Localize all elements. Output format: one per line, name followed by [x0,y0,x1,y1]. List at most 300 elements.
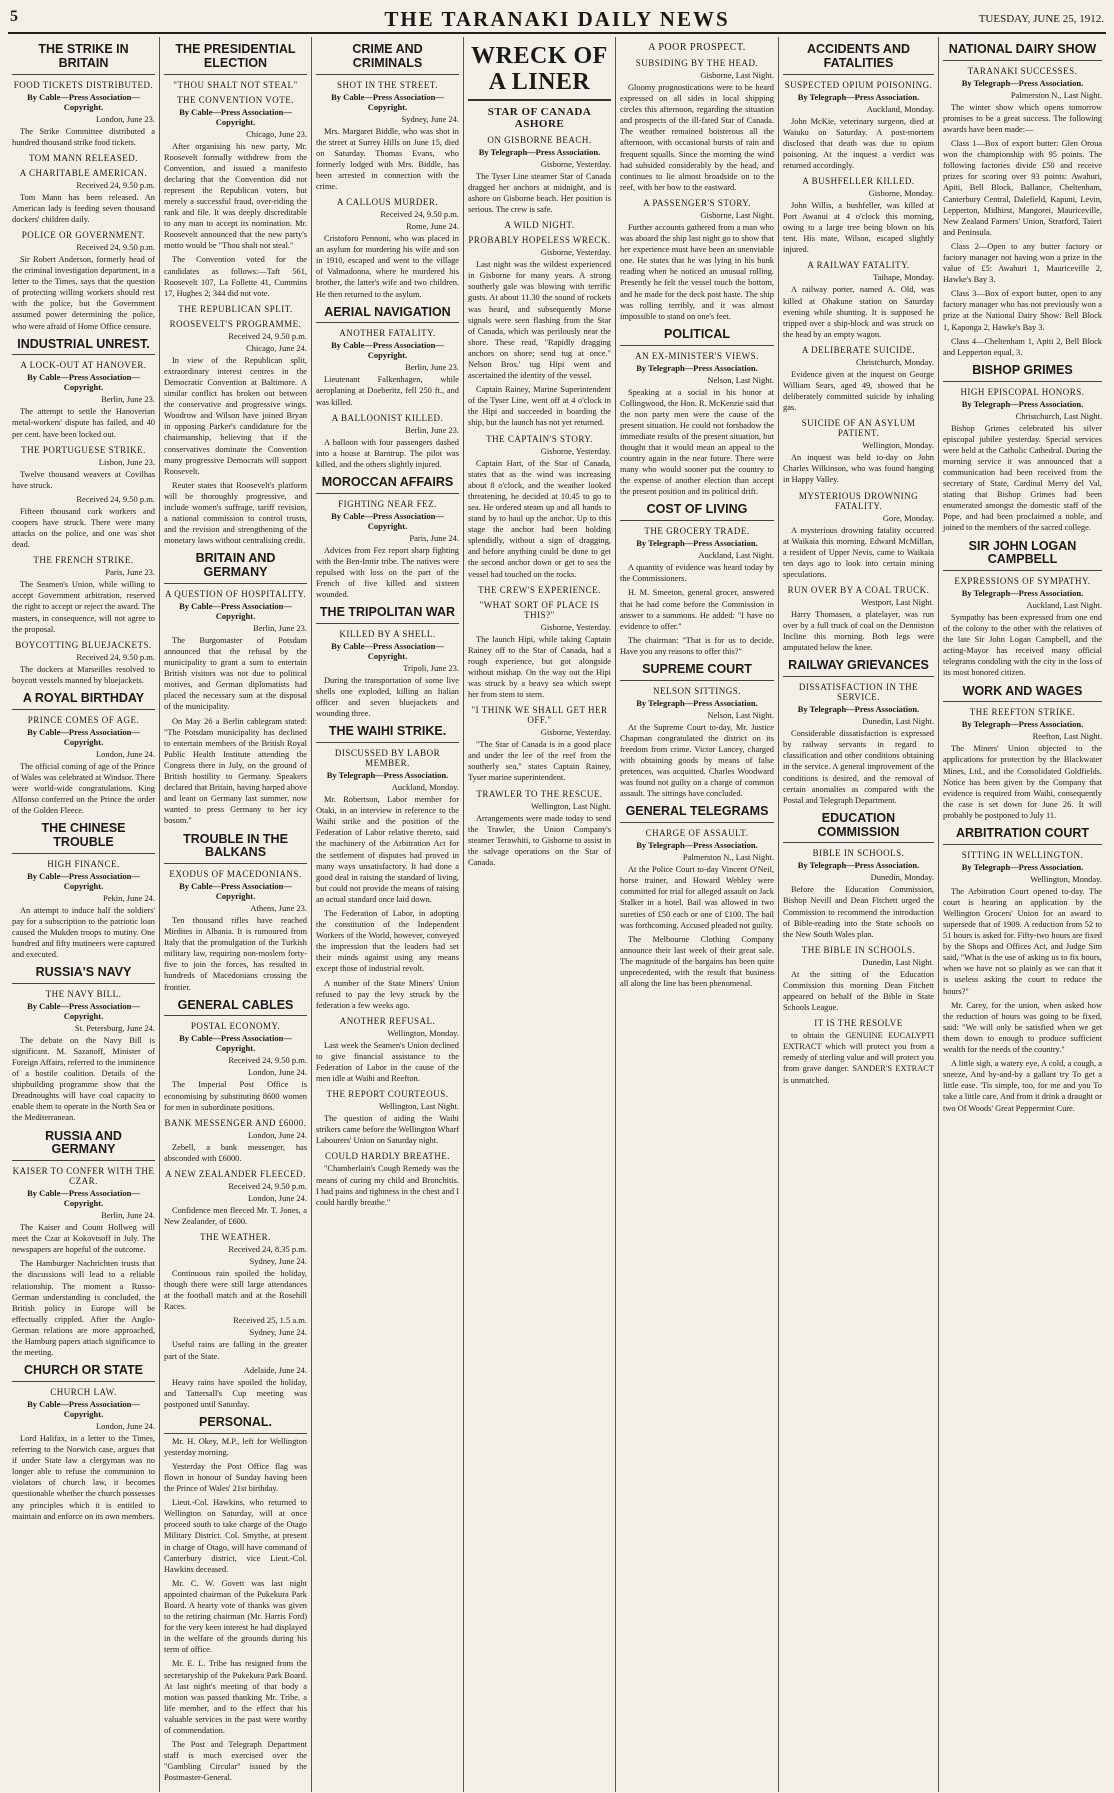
article-headline: GENERAL CABLES [164,999,307,1017]
dateline: Received 24, 9.50 p.m. [228,330,307,341]
dateline: Tripoli, June 23. [403,662,459,673]
article-headline: A POOR PROSPECT. [648,42,746,53]
byline: By Cable—Press Association—Copyright. [179,881,292,901]
subheading: A PASSENGER'S STORY. [643,197,751,208]
byline: By Telegraph—Press Association. [636,362,758,373]
subheading: THE REPORT COURTEOUS. [326,1089,449,1100]
dateline: Auckland, Last Night. [1026,600,1102,610]
paragraph: The Burgomaster of Potsdam announced that the refusal by the municipality to grant a sum to entertain British visitors was not due to political motives, and German diplomatists had placed the necessary sum at the disposal of the municipality. [164,635,307,712]
dateline: Wellington, Monday. [862,440,934,451]
article [783,659,934,805]
subheading: AN EX-MINISTER'S VIEWS. [635,350,759,361]
dateline: Sydney, June 24. [401,113,459,124]
article [316,476,459,600]
subheading: SUICIDE OF AN ASYLUM PATIENT. [801,418,916,439]
paragraph: An inquest was held to-day on John Charles Wilkinson, who was found hanging in Happy Valley. [783,453,934,485]
article [316,725,459,1208]
paragraph: The Seamen's Union, while willing to accept Government arbitration, reserved the right to accept or reject the award. The masters, in consequence, will not agree to the proposal. [12,580,155,634]
paragraph: Ten thousand rifles have reached Mirdites in Albania. It is rumoured from Italy that the promulgation of the Turkish military law, requiring non-moslem forty-five to join the forces, has resulted in hundreds of Macedonians crossing the frontier. [164,916,307,992]
article-headline: MOROCCAN AFFAIRS [316,476,459,494]
dateline: Pekin, June 24. [103,892,155,903]
article [943,685,1102,821]
paragraph: Class 2—Open to any butter factory or factory manager not having won a prize in the value of £5: Awahuri 1, Mauriceville 2, Hawke's Bay 3. [943,241,1102,285]
paragraph: Class 3—Box of export butter, open to any factory manager who has not previously won a prize at the National Dairy Show: Bell Block 1, Kaponga 2, Hawke's Bay 3. [943,289,1102,332]
subheading: THE BIBLE IN SCHOOLS. [801,944,916,955]
dateline: Reefton, Last Night. [1032,731,1102,742]
paragraph: A little sigh, a watery eye, A cold, a cough, a sneeze, And by-and-by a gallant try To get a little ease. 'Tis simple, too, for me and you To take a little care, And from it drink a draught or two Of Woods' Great Peppermint Cure. [943,1059,1102,1113]
paragraph: Arrangements were made today to send the Trawler, the Union Company's steamer Terawhiti, to Gisborne to assist in the salvage operations on the Star of Canada. [468,813,611,867]
dateline: Auckland, Monday. [391,782,459,793]
paragraph: Class 4—Cheltenham 1, Apiti 2, Bell Block and Lepperton equal, 3. [943,336,1102,357]
article [620,328,774,498]
paragraph: Continuous rain spoiled the holiday, though there were still large attendances at the football match and at the Rosehill Races. [164,1269,307,1312]
byline: By Telegraph—Press Association. [961,398,1084,409]
dateline: Gisborne, Monday. [868,187,934,198]
byline: By Cable—Press Association—Copyright. [331,340,444,361]
subheading: THE CONVENTION VOTE. [176,94,295,105]
article-headline: SUPREME COURT [620,663,774,681]
subheading: FOOD TICKETS DISTRIBUTED. [13,79,154,90]
masthead [8,6,1106,34]
paragraph: Lieutenant Falkenhagen, while aeroplaning at Doeberitz, fell 250 ft., and was killed. [316,375,459,407]
paragraph: The official coming of age of the Prince of Wales was celebrated at Windsor. There were world-wide congratulations. King Alfonso conferred on the Prince the order of the Golden Fleece. [12,761,155,815]
article [12,822,155,960]
dateline: Received 25, 1.5 a.m. [233,1315,307,1326]
paragraph: The question of aiding the Waihi strikers came before the Wellington Wharf Labourers' Union on Saturday night. [316,1114,459,1146]
byline: By Cable—Press Association—Copyright. [27,91,140,112]
paragraph: A number of the State Miners' Union refused to pay the levy struck by the federation a few weeks ago. [316,978,459,1010]
subheading: SHOT IN THE STREET. [337,79,438,90]
article [943,827,1102,1114]
article-headline: RUSSIA'S NAVY [12,966,155,984]
paragraph: Fifteen thousand cork workers and coopers have struck. There were many attacks on the police, and one was shot dead. [12,506,155,550]
dateline: Gisborne, Last Night. [700,209,774,220]
byline: By Cable—Press Association—Copyright. [27,870,140,891]
article-headline: WRECK OF A LINER [468,43,611,101]
byline: By Telegraph—Press Association. [797,91,920,102]
subheading: KAISER TO CONFER WITH THE CZAR. [12,1166,155,1187]
article [783,812,934,1086]
dateline: Dunedin, Last Night. [862,716,934,727]
paragraph: The Convention voted for the candidates as follows:—Taft 561, Roosevelt 107, La Follette 41, Cummins 17, Hughes 2; 344 did not vote. [164,255,307,298]
subheading: A DELIBERATE SUICIDE. [801,344,916,355]
paragraph: The Miners' Union objected to the applications for protection by the Blackwater Mines, Ltd., and the Consolidated Goldfields. Notice has been given by the Company that evidence is required from Waihi, consequently the case is set down for June 26. It will probably be postponed to July 11. [943,744,1102,820]
paragraph: Tom Mann has been released. An American lady is feeding seven thousand dockers' children daily. [12,192,155,224]
subheading: BOYCOTTING BLUEJACKETS. [15,639,152,650]
article-headline: THE PRESIDENTIAL ELECTION [164,43,307,75]
subheading: EXPRESSIONS OF SYMPATHY. [954,576,1091,586]
dateline: Rome, June 24. [406,221,459,232]
subheading: TARANAKI SUCCESSES. [967,65,1078,76]
subheading: COULD HARDLY BREATHE. [324,1151,450,1162]
dateline: Athens, June 23. [250,903,307,913]
paragraph: Evidence given at the inquest on George William Sears, aged 49, showed that he deliberately committed suicide by inhaling gas. [783,369,934,413]
dateline: Nelson, Last Night. [707,709,774,720]
article [468,43,611,868]
dateline: Received 24, 9.50 p.m. [76,241,155,252]
article [783,43,934,653]
paragraph: At the sitting of the Education Commission this morning Dean Fitchett appeared on behalf of the Bible in State Schools League. [783,969,934,1013]
subheading: A LOCK-OUT AT HANOVER. [20,360,147,371]
article-headline: THE STRIKE IN BRITAIN [12,43,155,75]
paragraph: The dockers at Marseilles resolved to boycott vessels manned by bluejackets. [12,664,155,685]
article-headline: ARBITRATION COURT [943,827,1102,845]
paragraph: Mrs. Margaret Biddle, who was shot in the street at Surrey Hills on June 15, died on Saturday. Thomas Evans, who formerly lodged with Mrs. Biddle, has been arrested in connection with the crime. [316,126,459,191]
paragraph: The Imperial Post Office is economising by substituting 8600 women for men in subordinate positions. [164,1080,307,1112]
subheading: RUN OVER BY A COAL TRUCK. [787,585,930,596]
article [12,1130,155,1359]
byline: By Telegraph—Press Association. [961,861,1084,872]
article-headline: WORK AND WAGES [943,685,1102,703]
subheading: FIGHTING NEAR FEZ. [338,498,437,509]
article [12,1364,155,1522]
dateline: Gisborne, Yesterday. [540,621,611,632]
dateline: Paris, June 24. [409,532,459,543]
subheading: THE GROCERY TRADE. [644,526,750,537]
paragraph: Sir Robert Anderson, formerly head of the criminal investigation department, in a letter to the Times, says that the question of protecting willing workers should rest with the police, but the Government assumed power determining the police, who were afraid of Home Office censure. [12,254,155,331]
dateline: Received 24, 9.50 p.m. [76,179,155,190]
paragraph: Mr. E. L. Tribe has resigned from the secretaryship of the Pukekura Park Board. At last night's meeting of that body a motion was passed thanking Mr. Tribe, a life member, and to the effect that his valuable services in the past were worthy of commendation. [164,1659,307,1735]
article [12,966,155,1124]
dateline: Dunedin, Last Night. [862,956,934,967]
subheading: ROOSEVELT'S PROGRAMME. [169,318,302,329]
byline: By Telegraph—Press Association. [797,704,920,715]
dateline: Paris, June 23. [105,567,155,578]
subheading: DISSATISFACTION IN THE SERVICE. [798,682,919,703]
paragraph: Mr. Robertson, Labor member for Otaki, in an interview in reference to the Waihi strike and the position of the Federation of Labor relative thereto, said the machinery of the Arbitration Act for the settlement of disputes had proved in many ways unsatisfactory. It had done a good deal in raising the standard of living, but could not provide the means of raising an actual standard once laid down. [316,795,459,904]
subheading: A RAILWAY FATALITY. [807,260,910,271]
column-4 [464,37,616,1792]
paragraph: The Hamburger Nachrichten trusts that the discussions will lead to a reliable relationship. The moment a Russo-German understanding is concluded, the British policy in Europe will be effectually crippled. After the Anglo-German relations are more approached, the Hamburg papers attach significance to the meeting. [12,1259,155,1358]
paragraph: John Willis, a bushfeller, was killed at Port Awanui at 4 o'clock this morning, owing to a large tree being blown on his tent. His mate, Wilson, escaped slightly injured. [783,200,934,255]
column-7 [939,37,1106,1792]
paragraph: The Tyser Line steamer Star of Canada dragged her anchors at midnight, and is ashore on Gisborne beach. Her position is serious. The crew is safe. [468,171,611,215]
subheading: STAR OF CANADA ASHORE [487,105,592,130]
subheading: DISCUSSED BY LABOR MEMBER. [334,748,441,769]
subheading: A WILD NIGHT. [504,220,575,231]
paragraph: Gloomy prognostications were to be heard expressed on all sides in local shipping circles this afternoon, regarding the situation and prospects of the ill-fated Star of Canada. The weather remained boisterous all the afternoon, with occasional bursts of rain and frequent squalls. Since the morning the wind had subsided considerably by the head, and continues to lie almost broadside on to the reef, with her bow to the eastward. [620,83,774,192]
dateline: Wellington, Monday. [387,1027,459,1038]
paragraph: The chairman: "That is for us to decide. Have you any reasons to offer this?" [620,635,774,656]
dateline: Adelaide, June 24. [243,1364,307,1375]
byline: By Cable—Press Association—Copyright. [27,372,140,393]
article-headline: RAILWAY GRIEVANCES [783,659,934,677]
dateline: London, June 24. [95,748,155,759]
byline: By Telegraph—Press Association. [326,770,449,781]
dateline: Wellington, Last Night. [378,1101,459,1112]
paragraph: Zebell, a bank messenger, has absconded with £6000. [164,1142,307,1163]
paragraph: Reuter states that Roosevelt's platform will be thoroughly progressive, and include women's suffrage, tariff revision, a national commission to control trusts, and the revision and strengthening of the monetary laws without centralising credit. [164,480,307,546]
subheading: POSTAL ECONOMY. [190,1021,281,1032]
subheading: NELSON SITTINGS. [653,685,741,696]
paragraph: A mysterious drowning fatality occurred at Waikaia this morning. Edward McMillan, a resident of Upper Nevis, came to Waikaia ten days ago to look into certain mining speculations. [783,525,934,579]
dateline: London, June 24. [247,1129,307,1140]
subheading: THE REEFTON STRIKE. [969,707,1076,718]
dateline: Berlin, June 24. [101,1210,155,1221]
dateline: Gore, Monday. [882,512,934,523]
article-headline: CRIME AND CRIMINALS [316,43,459,75]
subheading: "WHAT SORT OF PLACE IS THIS?" [479,599,600,620]
paragraph: A railway porter, named A. Old, was killed at Ohakune station on Saturday evening while shunting. It is supposed he tripped over a ship-block and was struck on the head by an empty wagon. [783,285,934,339]
paragraph: The Federation of Labor, in adopting the constitution of the Independent Workers of the World, however, conveyed the impression that the leaders had set their minds against using any means except those of industrial revolt. [316,908,459,974]
dateline: Received 24, 9.50 p.m. [76,651,155,662]
dateline: Chicago, June 23. [246,128,307,139]
paragraph: At the Police Court to-day Vincent O'Neil, horse trainer, and Howard Webley were committed for trial for alleged assault on Jack Stalker in a hotel. Bail was allowed in two sureties of £50 each or one of £100. The bail was forthcoming. Accused pleaded not guilty. [620,865,774,930]
article [620,805,774,989]
paragraph: After organising his new party, Mr. Roosevelt formally withdrew from the Convention, and issued a manifesto declaring that the Convention did not represent the Republican voters, but merely a successful fraud, over-riding the rank and file. It was deeply discreditable to any man to accept its nomination. Mr. Roosevelt announced that the new party's motto would be "Thou shalt not steal." [164,141,307,251]
article-headline: CHURCH OR STATE [12,1364,155,1382]
paragraph: "The Star of Canada is in a good place and under the lee of the reef from the southerly sea," states Captain Rainey, Tyser marine superintendent. [468,740,611,783]
paragraph: Mr. Carey, for the union, when asked how the reduction of hours was going to be fixed, said: "We will only be satisfied when we get them down to enough to produce sufficient wealth for the needs of the country." [943,1000,1102,1055]
byline: By Cable—Press Association—Copyright. [179,600,292,621]
paragraph: Speaking at a social in his honor at Collingwood, the Hon. R. McKenzie said that the non party men were the cause of the present situation. He could not forshadow the immediate results of the present situation, but thought that it would mean an appeal to the country again in the near future. There were many who would sooner put the country to the expense of another election than accept the present position and its political drift. [620,387,774,497]
dateline: Sydney, June 24. [249,1256,307,1267]
dateline: Auckland, Monday. [866,103,934,114]
article [316,606,459,719]
dateline: Received 24, 9.50 p.m. [228,1055,307,1066]
dateline: Received 24, 9.50 p.m. [228,1180,307,1191]
article-headline: INDUSTRIAL UNREST. [12,338,155,356]
subheading: HIGH FINANCE. [47,858,120,869]
subheading: ANOTHER REFUSAL. [339,1015,436,1026]
article-headline: POLITICAL [620,328,774,346]
subheading: IT IS THE RESOLVE [814,1018,903,1029]
paragraph: Captain Rainey, Marine Superintendent of the Tyser Line, went off at 4 o'clock in the Hipi and succeeded in boarding the ship, but the launch has not yet returned. [468,385,611,428]
byline: By Cable—Press Association—Copyright. [331,640,444,661]
article-headline: THE WAIHI STRIKE. [316,725,459,743]
subheading: "THOU SHALT NOT STEAL" [173,79,298,90]
dateline: Berlin, June 23. [101,394,155,405]
column-5 [616,37,779,1792]
paper-name: THE TARANAKI DAILY NEWS [384,7,730,31]
subheading: BANK MESSENGER AND £6000. [164,1117,307,1128]
paragraph: The Arbitration Court opened to-day. The court is hearing an application by the Wellington Grocers' Union for an award to supersede that of 1909. A reduction from 52 to 51 hours is asked for. Fifty-two hours are fixed by the Shops and Offices Act, and Judge Sim said, "What is the use of asking us to fix hours, when we have not so plainly as we can that it is useless asking the court to reduce the hours?" [943,886,1102,996]
paragraph: Bishop Grimes celebrated his silver episcopal jubilee yesterday. Special services were held at the Catholic Cathedral. During the morning service it was announced that a communication had been received from the secretary of State, Cardinal Merry del Val, stating that Bishop Grimes had been enumerated amongst the domestic staff of the Pope, and had been proclaimed a noble, and joined to the members of the sacred college. [943,423,1102,533]
paragraph: Considerable dissatisfaction is expressed by railway servants in regard to classification and other conditions obtaining in the service. A general improvement of the conditions is desired, and the removal of certain anomalies as compared with the Postal and Telegraph Department. [783,729,934,805]
dateline: Wellington, Last Night. [530,800,611,811]
subheading: A CHARITABLE AMERICAN. [19,167,148,178]
byline: By Cable—Press Association—Copyright. [27,1398,140,1419]
paragraph: The debate on the Navy Bill is significant. M. Sazanoff, Minister of Foreign Affairs, referred to the imminence of a hostile coalition. Details of the shipbuilding programme show that the Dreadnoughts will have coal capacity to enable them to operate in the North Sea or the Mediterranean. [12,1035,155,1123]
subheading: HIGH EPISCOPAL HONORS. [960,386,1085,397]
dateline: London, June 24. [247,1067,307,1078]
dateline: Christchurch, Monday. [855,356,934,367]
byline: By Cable—Press Association—Copyright. [27,726,140,747]
byline: By Telegraph—Press Association. [961,719,1084,730]
subheading: THE NAVY BILL. [45,988,122,999]
article-headline: THE CHINESE TROUBLE [12,822,155,854]
paragraph: At the Supreme Court to-day, Mr. Justice Chapman congratulated the district on its freedom from crime. Victor Lancey, charged with obtaining goods by means of false pretences, was acquitted. Charles Woodward was found not guilty on a charge of common assault. The sittings have concluded. [620,722,774,799]
article [620,663,774,799]
dateline: Nelson, Last Night. [707,374,774,385]
paragraph: In view of the Republican split, extraordinary interest centres in the Democratic Convention at Baltimore. A similar conflict has broken out between the conservative and progressive wings. Woodrow and Wilson have joined Bryan in opposing Parker's candidature for the chairmanship, believing that if the conservatives dominate the Convention many progressive Democrats will support Roosevelt. [164,355,307,476]
subheading: ANOTHER FATALITY. [339,328,436,339]
article [316,306,459,470]
byline: By Cable—Press Association—Copyright. [27,1000,140,1021]
paragraph: The Kaiser and Count Hollweg will meet the Czar at Kokovtsoff in July. The newspapers are hopeful of the outcome. [12,1223,155,1255]
subheading: A QUESTION OF HOSPITALITY. [164,588,307,599]
byline: By Telegraph—Press Association. [797,860,920,871]
subheading: A CALLOUS MURDER. [336,197,439,208]
paragraph: The Melbourne Clothing Company announce their last week of their great sale. The magnitude of the bargains has been quite unprecedented, with the result that business all along the line has been phenomenal. [620,934,774,989]
article [943,43,1102,358]
paragraph: During the transportation of some live shells one exploded, killing an Italian officer and seven bluejackets and wounding three. [316,675,459,719]
paragraph: Confidence men fleeced Mr. T. Jones, a New Zealander, of £600. [164,1205,307,1226]
dateline: Berlin, June 23. [253,622,307,633]
article [943,540,1102,679]
byline: By Cable—Press Association—Copyright. [179,106,292,127]
paragraph: Mr. C. W. Govett was last night appointed chairman of the Pukekura Park Board. A hearty vote of thanks was given to the retiring chairman (Mr. Harris Ford) for the very keen interest he had displayed in the welfare of the grounds during his term of office. [164,1578,307,1655]
subheading: THE CAPTAIN'S STORY. [486,433,593,444]
dateline: Lisbon, June 23. [98,456,155,467]
article [164,833,307,993]
article-headline: ACCIDENTS AND FATALITIES [783,43,934,75]
subheading: THE REPUBLICAN SPLIT. [178,303,293,314]
paragraph: Mr. H. Okey, M.P., left for Wellington yesterday morning. [164,1436,307,1457]
issue-date: TUESDAY, JUNE 25, 1912. [978,13,1104,25]
dateline: Gisborne, Yesterday. [540,727,611,738]
article-headline: COST OF LIVING [620,503,774,521]
dateline: Palmerston N., Last Night. [1010,89,1102,100]
article-headline: AERIAL NAVIGATION [316,306,459,324]
article [620,42,774,322]
article-headline: EDUCATION COMMISSION [783,812,934,844]
paragraph: "Chamberlain's Cough Remedy was the means of curing my child and Bronchitis. I had pains and tightness in the chest and I could hardly breathe." [316,1164,459,1207]
article [164,43,307,546]
page-number: 5 [10,8,18,25]
dateline: Taihape, Monday. [873,272,934,283]
dateline: Received 24, 8.35 p.m. [228,1244,307,1255]
byline: By Telegraph—Press Association. [636,840,758,851]
paragraph: An attempt to induce half the soldiers' pay for a subscription to the patriotic loan caused the Mukden troops to mutiny. One hundred and fifty mutineers were captured and executed. [12,905,155,959]
article-headline: PERSONAL. [164,1416,307,1434]
article-headline: A ROYAL BIRTHDAY [12,692,155,710]
dateline: Berlin, June 23. [405,424,459,435]
subheading: A NEW ZEALANDER FLEECED. [165,1168,306,1179]
dateline: Gisborne, Yesterday. [540,445,611,456]
article [164,552,307,826]
dateline: London, June 24. [247,1192,307,1203]
dateline: Gisborne, Last Night. [700,70,774,80]
byline: By Cable—Press Association—Copyright. [331,510,444,531]
subheading: THE CREW'S EXPERIENCE. [478,584,601,595]
subheading: THE FRENCH STRIKE. [33,555,134,566]
subheading: "I THINK WE SHALL GET HER OFF." [471,705,608,726]
byline: By Cable—Press Association—Copyright. [179,1033,292,1054]
paragraph: The attempt to settle the Hanoverian metal-workers' dispute has failed, and 40 per cent. have been locked out. [12,407,155,439]
dateline: Gisborne, Yesterday. [540,158,611,169]
byline: By Telegraph—Press Association. [961,588,1084,598]
article [164,1416,307,1784]
dateline: Received 24, 9.50 p.m. [380,209,459,220]
paragraph: Heavy rains have spoiled the holiday, and Tattersall's Cup meeting was postponed until Saturday. [164,1377,307,1409]
dateline: Palmerston N., Last Night. [682,852,774,863]
subheading: SUSPECTED OPIUM POISONING. [784,79,933,90]
paragraph: Yesterday the Post Office flag was flown in honour of Sunday having been the Prince of Wales' 21st birthday. [164,1461,307,1494]
article [164,999,307,1410]
article-headline: BRITAIN AND GERMANY [164,552,307,584]
subheading: ON GISBORNE BEACH. [487,134,592,145]
article [12,338,155,686]
article-headline: GENERAL TELEGRAMS [620,805,774,823]
paragraph: On May 26 a Berlin cablegram stated: "The Potsdam municipality has declined to entertain members of the British Royal Public Health Institute attending the Congress there in July, on the ground of British hostility to Germany. Speakers declared that Britain, having harped above and leant on Germany last summer, now wanted to press Germany to her icy bosom." [164,716,307,826]
column-1 [8,37,160,1792]
dateline: Christchurch, Last Night. [1015,410,1102,421]
subheading: POLICE OR GOVERNMENT. [21,229,146,240]
column-2 [160,37,312,1792]
dateline: Received 24, 9.50 p.m. [76,493,155,504]
paragraph: Further accounts gathered from a man who was aboard the ship last night go to show that her experience must have been an unenviable one. He states that he was lying in his bunk reading when he noticed an unusual rolling. Presently he felt the vessel touch the bottom, and he made for the deck post haste. The ship was rolling terribly, and it was almost impossible to stand on one's feet. [620,222,774,321]
paragraph: The launch Hipi, while taking Captain Rainey off to the Star of Canada, had a rough experience, but got alongside without mishap. On the way out the Hipi was struck by a heavy sea which swept her from stem to stern. [468,634,611,700]
column-6 [779,37,939,1792]
dateline: Gisborne, Yesterday. [540,247,611,258]
byline: By Cable—Press Association—Copyright. [331,91,444,112]
dateline: Wellington, Monday. [1030,873,1102,884]
paragraph: Lieut.-Col. Hawkins, who returned to Wellington on Saturday, will at once proceed south to take charge of the Otago Military District. Col. Smythe, at present in charge of Otago, will have command of Canterbury district, vice Lieut.-Col. Hawkins deceased. [164,1498,307,1574]
article-headline: NATIONAL DAIRY SHOW [943,43,1102,61]
subheading: SITTING IN WELLINGTON. [961,849,1084,860]
paragraph: The Strike Committee distributed a hundred thousand strike food tickets. [12,126,155,147]
subheading: TRAWLER TO THE RESCUE. [476,788,603,799]
paragraph: A quantity of evidence was heard today by the Commissioners. [620,563,774,584]
dateline: Dunedin, Monday. [870,872,934,883]
subheading: BIBLE IN SCHOOLS. [812,848,905,859]
byline: By Telegraph—Press Association. [636,697,758,708]
article-headline: THE TRIPOLITAN WAR [316,606,459,624]
article-headline: BISHOP GRIMES [943,364,1102,382]
subheading: PROBABLY HOPELESS WRECK. [468,235,611,246]
dateline: London, June 23. [95,113,155,124]
column-3 [312,37,464,1792]
subheading: KILLED BY A SHELL. [339,628,436,639]
article [620,503,774,657]
article-headline: TROUBLE IN THE BALKANS [164,833,307,865]
article-headline: RUSSIA AND GERMANY [12,1130,155,1162]
byline: By Cable—Press Association—Copyright. [27,1188,140,1209]
subheading: PRINCE COMES OF AGE. [27,714,140,725]
paragraph: Last night was the wildest experienced in Gisborne for many years. A strong southerly gale was blowing with terrific gusts. At about 11.30 the sound of rockets was heard, and subsequently Morse signals were seen flashing from the Star of Canada, which was perilously near the shore. These read, "Rapidly dragging anchors on shore; send tug at once." Nelson Bros.' tug Hipi went and ascertained the identity of the vessel. [468,260,611,381]
paragraph: Lord Halifax, in a letter to the Times, referring to the Norwich case, argues that if under State law a clergyman was no longer able to refuse the communion to violators of church law, it becomes questionable whether the church possesses any principles which it is entitled to maintain and enforce on its own members. [12,1433,155,1521]
paragraph: to obtain the GENUINE EUCALYPTI EXTRACT which will protect you from a remedy of sterling value and will protect you from grave danger. SANDER'S EXTRACT is unmatched. [783,1031,934,1085]
byline: By Telegraph—Press Association. [636,538,758,549]
subheading: A BUSHFELLER KILLED. [802,175,915,186]
paragraph: The winter show which opens tomorrow promises to be a great success. The following awards have been made:— [943,102,1102,134]
paragraph: Cristoforo Pennoni, who was placed in an asylum for murdering his wife and son in 1910, escaped and went to the village of Valmadonna, where he murdered his brother, the latter's wife and two children. He then returned to the asylum. [316,234,459,299]
paragraph: Twelve thousand weavers at Covilhas have struck. [12,469,155,490]
byline: By Telegraph—Press Association. [478,146,601,157]
paragraph: Advices from Fez report sharp fighting with the Ben-Imtir tribe. The natives were repulsed with loss on the part of the French of five killed and sixteen wounded. [316,545,459,600]
paragraph: Last week the Seamen's Union declined to give financial assistance to the Federation of Labor in the cause of the men idle at Waihi and Reefton. [316,1040,459,1084]
paragraph: John McKie, veterinary surgeon, died at Waiuku on Saturday. A post-mortem disclosed that death was due to opium poisoning. At the inquest a verdict was returned accordingly. [783,116,934,170]
dateline: Auckland, Last Night. [698,550,774,561]
byline: By Telegraph—Press Association. [961,77,1084,88]
article-headline: SIR JOHN LOGAN CAMPBELL [943,540,1102,572]
paragraph: Harry Thomasen, a platelayer, was run over by a full truck of coal on the Denniston Incline this morning. Both legs were amputated below the knee. [783,610,934,653]
dateline: London, June 24. [95,1420,155,1431]
paragraph: H. M. Smeeton, general grocer, answered that he had come before the Commission in answer to a summons. He added: "I have no evidence to offer." [620,588,774,631]
subheading: EXODUS OF MACEDONIANS. [169,869,302,879]
dateline: Berlin, June 23. [405,362,459,373]
subheading: TOM MANN RELEASED. [28,152,139,163]
article [12,43,155,332]
paragraph: The Post and Telegraph Department staff is much exercised over the "Gambling Circular" issued by the Postmaster-General. [164,1740,307,1783]
subheading: THE WEATHER. [200,1232,271,1243]
article [316,43,459,300]
paragraph: Before the Education Commission, Bishop Nevill and Dean Fitchett urged the Commission to recommend the introduction of Bible-reading into the State schools on the New South Wales plan. [783,885,934,939]
dateline: St. Petersburg, June 24. [74,1022,155,1033]
subheading: CHARGE OF ASSAULT. [645,828,749,839]
paragraph: Class 1—Box of export butter: Glen Oroua won the championship with 95 points. The following factories divide £50 and receive prizes for scoring over 93 points: Awahuri, Apiti, Bell Block, Ballance, Cheltenham, Canterbury Central, Dalefield, Kapuni, Levin, Lepperton, Midhirst, Mangorei, Mauriceville, New Zealand Farmers' Union, Stratford, Taieri and Peninsula. [943,139,1102,237]
